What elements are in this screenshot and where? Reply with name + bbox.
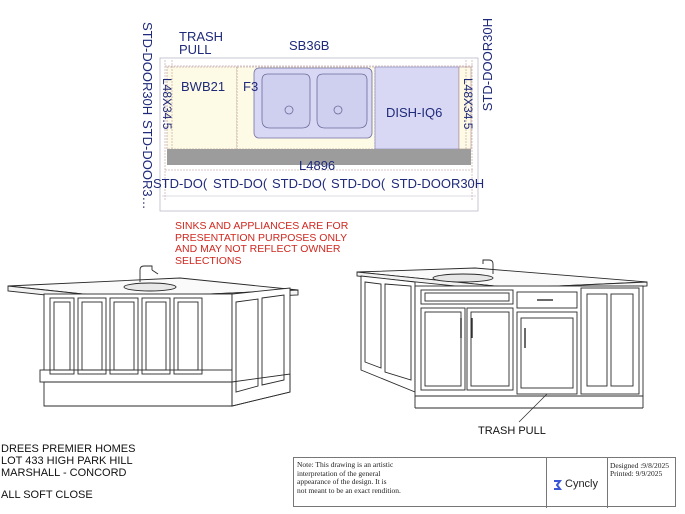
- title-block: [293, 457, 676, 507]
- sb36b-label: SB36B: [289, 38, 330, 53]
- f3-label: F3: [243, 79, 259, 94]
- l4896-label: L4896: [299, 158, 336, 173]
- bottom-door-label: STD-DO(: [213, 176, 268, 191]
- bottom-door-label: STD-DOOR30H: [391, 176, 485, 191]
- title-block-divider: [607, 458, 608, 508]
- l48-right-label: L48X34.5: [461, 78, 475, 130]
- trash-pull-plan-label: TRASH PULL: [179, 29, 224, 57]
- printed-date: Printed: 9/9/2025: [610, 469, 663, 478]
- designed-date: Designed :9/8/2025: [610, 461, 669, 470]
- cyncly-logo-icon: [552, 479, 563, 490]
- trash-pull-elevation-label: TRASH PULL: [478, 425, 546, 437]
- cabinet-front-right: [415, 286, 643, 396]
- cyncly-logo: [552, 478, 598, 490]
- dish-label: DISH-IQ6: [386, 105, 443, 120]
- right-elevation: [355, 258, 655, 428]
- title-block-divider: [546, 458, 547, 508]
- cabinet-side-right: [361, 276, 415, 392]
- left-door-label-a: STD-DOOR30H: [140, 22, 155, 116]
- builder-lot: LOT 433 HIGH PARK HILL: [1, 455, 133, 467]
- sink-rim-right: [433, 274, 493, 282]
- builder-name: DREES PREMIER HOMES: [1, 443, 136, 455]
- l48-left-label: L48X34.5: [160, 78, 174, 130]
- sink-bowl-left: [262, 74, 310, 128]
- bwb21-label: BWB21: [181, 79, 226, 94]
- bottom-door-label: STD-DO(: [153, 176, 208, 191]
- left-elevation: [0, 262, 300, 422]
- sink-bowl-right: [317, 74, 367, 128]
- sink-rim-left: [124, 283, 176, 291]
- drawing-note: Note: This drawing is an artistic interpretation of the general appearance of the design. It is not meant to be an exact rendition.: [297, 460, 401, 495]
- cyncly-logo-text: Cyncly: [565, 478, 599, 490]
- builder-plan: MARSHALL - CONCORD: [1, 467, 127, 479]
- cabinet-side-left: [232, 288, 290, 406]
- plan-view: [0, 0, 685, 215]
- bottom-door-label: STD-DO(: [272, 176, 327, 191]
- disclaimer-text: SINKS AND APPLIANCES ARE FOR PRESENTATION PURPOSES ONLY AND MAY NOT REFLECT OWNER SELECTIONS: [175, 220, 349, 267]
- soft-close-note: ALL SOFT CLOSE: [1, 489, 93, 501]
- left-door-label-b: STD-DOOR3…: [140, 120, 155, 210]
- bottom-door-label: STD-DO(: [331, 176, 386, 191]
- right-door-label: STD-DOOR30H: [480, 18, 495, 112]
